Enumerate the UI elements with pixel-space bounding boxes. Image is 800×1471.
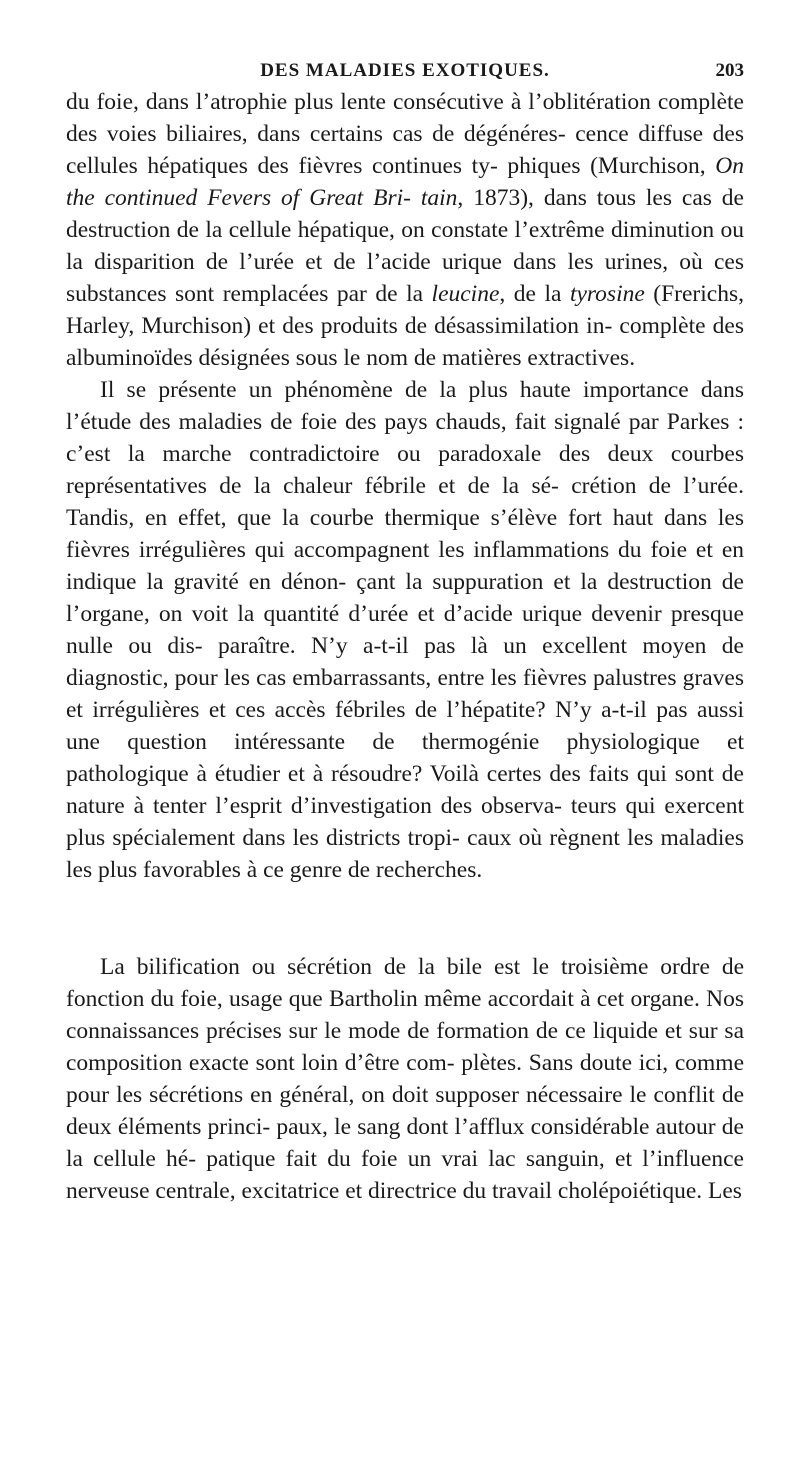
italic-term-leucine: leucine: [431, 281, 500, 307]
page-number: 203: [715, 60, 744, 81]
text-segment: , 1873), dans tous les cas de destruction de la cellule hépatique, on constate l’extrême diminution ou la disparition de l’urée et de l’acide urique dans les urines, où ces substances sont remplacées par de la: [66, 185, 744, 307]
text-segment: (Frerichs, Harley, Murchison) et des produits de désassimilation in- complète des albuminoïdes désignées sous le nom de matières extractives.: [66, 281, 744, 371]
italic-title: On the continued Fevers of Great Bri- tain: [66, 153, 744, 211]
text-segment: du foie, dans l’atrophie plus lente consécutive à l’oblitération complète des voies biliaires, dans certains cas de dégénéres- cence diffuse des cellules hépatiques des fièvres continues ty- phiques (Murchison,: [66, 89, 744, 179]
body-text: [66, 86, 744, 1207]
paragraph-2: [66, 374, 744, 886]
text-segment: La bilification ou sécrétion de la bile est le troisième ordre de fonction du foie, usage que Bartholin même accordait à cet organe. Nos connaissances précises sur le mode de formation de ce liquide et sur sa composition exacte sont loin d’être com- plètes. Sans doute ici, comme pour les sécrétions en général, on doit supposer nécessaire le conflit de deux éléments princi- paux, le sang dont l’afflux considérable autour de la cellule hé- patique fait du foie un vrai lac sanguin, et l’influence nerveuse centrale, excitatrice et directrice du travail cholépoiétique. Les: [66, 954, 744, 1204]
page-header: [66, 56, 744, 86]
text-segment: Il se présente un phénomène de la plus haute importance dans l’étude des maladies de foie des pays chauds, fait signalé par Parkes : c’est la marche contradictoire ou paradoxale des deux courbes représentatives de la chaleur fébrile et de la sé- crétion de l’urée. Tandis, en effet, que la courbe thermique s’élève fort haut dans les fièvres irrégulières qui accompagnent les inflammations du foie et en indique la gravité en dénon- çant la suppuration et la destruction de l’organe, on voit la quantité d’urée et d’acide urique devenir presque nulle ou dis- paraître. N’y a-t-il pas là un excellent moyen de diagnostic, pour les cas embarrassants, entre les fièvres palustres graves et irrégulières et ces accès fébriles de l’hépatite? N’y a-t-il pas aussi une question intéressante de thermogénie physiologique et pathologique à étudier et à résoudre? Voilà certes des faits qui sont de nature à tenter l’esprit d’investigation des observa- teurs qui exercent plus spécialement dans les districts tropi- caux où règnent les maladies les plus favorables à ce genre de recherches.: [66, 377, 744, 883]
book-page: [66, 56, 744, 1207]
paragraph-1: [66, 86, 744, 374]
paragraph-3: [66, 951, 744, 1207]
italic-term-tyrosine: tyrosine: [569, 281, 645, 307]
text-segment: , de la: [499, 281, 570, 307]
section-gap: [66, 886, 744, 951]
running-head: DES MALADIES EXOTIQUES.: [260, 60, 550, 81]
